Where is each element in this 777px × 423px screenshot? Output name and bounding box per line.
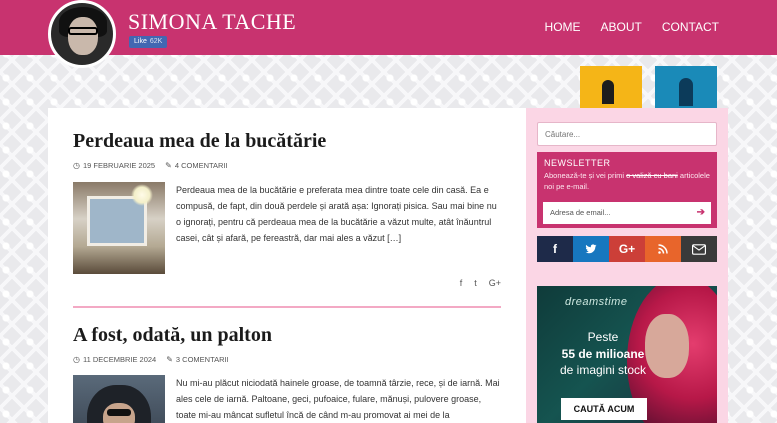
clock-icon: ◷ xyxy=(73,161,80,170)
main-nav xyxy=(545,20,719,34)
facebook-icon[interactable]: f xyxy=(537,236,573,262)
nav-about[interactable]: ABOUT xyxy=(600,20,642,34)
post-divider xyxy=(73,306,501,308)
fb-like-count: 62K xyxy=(149,38,163,45)
main-content xyxy=(48,108,526,423)
twitter-share-icon[interactable]: t xyxy=(474,278,477,288)
nav-contact[interactable]: CONTACT xyxy=(661,20,719,34)
ad-brand-logo: dreamstime xyxy=(565,296,628,308)
ad-line1: Peste xyxy=(587,330,619,344)
facebook-share-icon[interactable]: f xyxy=(459,278,463,288)
post-comments[interactable]: ✎ 3 COMENTARII xyxy=(166,355,229,364)
dreamstime-ad[interactable] xyxy=(537,286,717,423)
twitter-icon[interactable] xyxy=(573,236,609,262)
post-thumbnail[interactable] xyxy=(73,182,165,274)
post-excerpt: Nu mi-au plăcut niciodată hainele groase, de toamnă târzie, rece, și de iarnă. Mai ales cele de iarnă. Paltoane, geci, pufoaice, fulare, mănuși, pulovere groase, toate mi-au mâncat sufletul încă de când m-au promovat ai mei de la xyxy=(176,378,500,420)
comments-icon: ✎ xyxy=(166,355,173,364)
avatar[interactable] xyxy=(48,0,116,68)
post-meta xyxy=(73,161,501,170)
post-date: ◷ 11 DECEMBRIE 2024 xyxy=(73,355,157,364)
promo-thumbnail-1[interactable] xyxy=(580,66,642,110)
rss-icon[interactable] xyxy=(645,236,681,262)
avatar-glasses xyxy=(68,27,98,35)
social-links xyxy=(537,236,717,262)
fb-like-label: Like xyxy=(134,38,147,45)
newsletter-email-input[interactable]: Adresa de email... ➔ xyxy=(543,202,711,224)
comments-icon: ✎ xyxy=(165,161,172,170)
newsletter-box xyxy=(537,152,717,228)
post-meta xyxy=(73,355,501,364)
promo-thumbnail-2[interactable] xyxy=(655,66,717,110)
post-1 xyxy=(73,130,501,170)
google-plus-icon[interactable]: G+ xyxy=(609,236,645,262)
sidebar xyxy=(526,108,728,423)
avatar-face xyxy=(68,17,98,55)
post-title[interactable]: A fost, odată, un palton xyxy=(73,324,272,346)
ad-line3: de imagini stock xyxy=(559,363,647,377)
submit-arrow-icon[interactable]: ➔ xyxy=(696,207,705,218)
post-comments[interactable]: ✎ 4 COMENTARII xyxy=(165,161,228,170)
newsletter-title: NEWSLETTER xyxy=(544,158,611,168)
site-header xyxy=(0,0,777,55)
post-thumbnail[interactable] xyxy=(73,375,165,423)
lamp-glow xyxy=(131,184,153,206)
nav-home[interactable]: HOME xyxy=(544,20,581,34)
ad-search-button[interactable]: CAUTĂ ACUM xyxy=(561,398,647,420)
google-plus-share-icon[interactable]: G+ xyxy=(488,278,501,288)
post-title[interactable]: Perdeaua mea de la bucătărie xyxy=(73,130,327,152)
post-excerpt: Perdeaua mea de la bucătărie e preferata mea dintre toate cele din casă. Ea e compusă, de fapt, din două perdele și arată așa: Ignorați pisica. Sau mai bine nu o ignorați, pentru că perdeaua mea de la bucătărie a văzut multe, atât înăuntrul casei, cât și afară, pe fereastră, dar mai ales a văzut […] xyxy=(176,185,497,243)
clock-icon: ◷ xyxy=(73,355,80,364)
post-date: ◷ 19 FEBRUARIE 2025 xyxy=(73,161,156,170)
share-icons xyxy=(460,278,501,288)
post-2 xyxy=(73,324,501,364)
search-input[interactable] xyxy=(537,122,717,146)
ad-line2: 55 de milioane xyxy=(561,347,645,361)
site-title[interactable]: SIMONA TACHE xyxy=(128,9,297,34)
mail-icon[interactable] xyxy=(681,236,717,262)
newsletter-text: Abonează-te și vei primi o valiză cu bani articolele noi pe e-mail. xyxy=(544,171,710,191)
facebook-like-button[interactable] xyxy=(129,36,167,48)
sunglasses-shape xyxy=(107,409,131,416)
